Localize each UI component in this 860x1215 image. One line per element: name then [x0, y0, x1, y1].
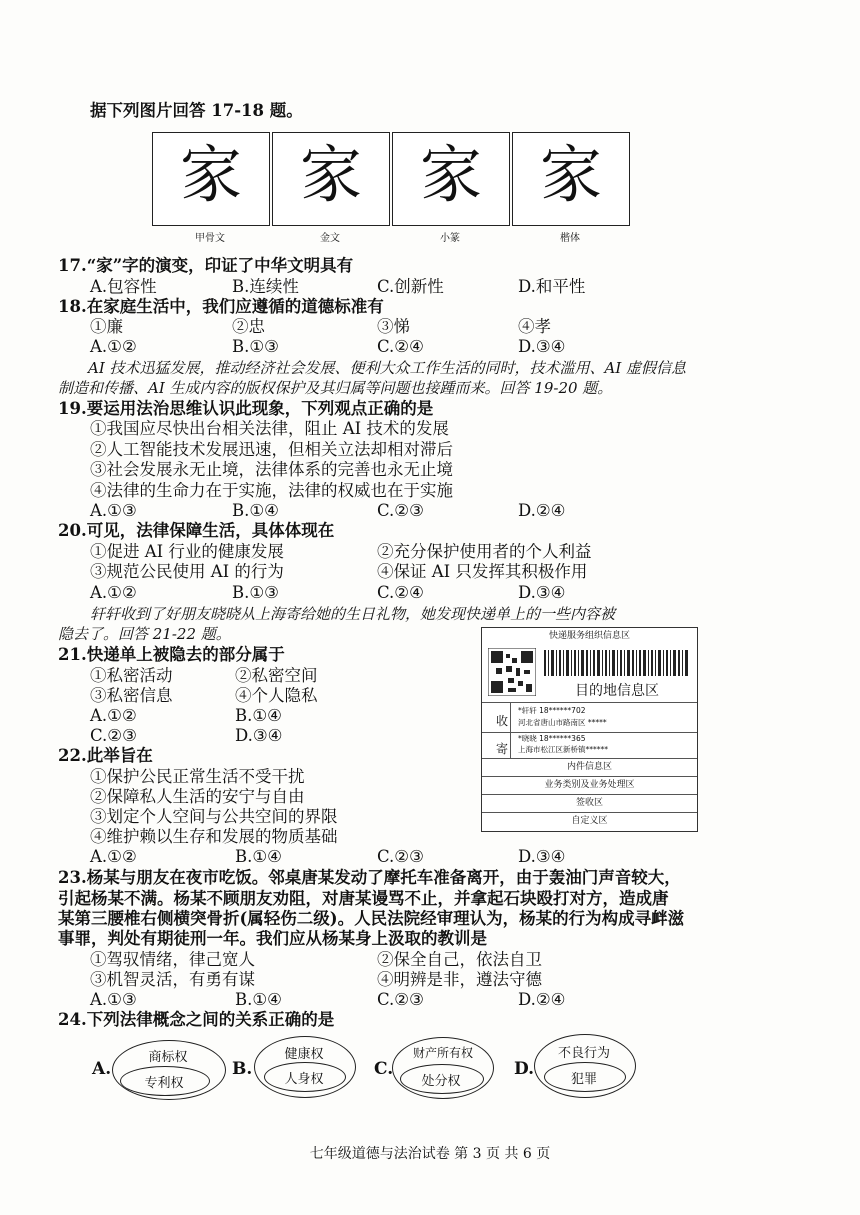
q17-option-a: A.包容性 [90, 277, 157, 296]
q17-stem: 17.“家”字的演变，印证了中华文明具有 [58, 256, 354, 275]
waybill-send-label: 寄 [496, 742, 509, 756]
ai-intro-line2: 制造和传播、AI 生成内容的版权保护及其归属等问题也接踵而来。回答 19-20 题。 [58, 379, 613, 397]
q19-option-b: B.①④ [232, 501, 279, 520]
q23-line3: 某第三腰椎右侧横突骨折(属轻伤二级)。人民法院经审理认为，杨某的行为构成寻衅滋 [58, 909, 685, 928]
q19-option-a: A.①③ [90, 501, 137, 520]
glyph-char: 家 [419, 138, 482, 211]
q20-item-1: ①促进 AI 行业的健康发展 [90, 542, 284, 561]
q23-option-c: C.②③ [377, 990, 424, 1009]
q17-option-b: B.连续性 [232, 277, 299, 296]
q19-item-3: ③社会发展永无止境，法律体系的完善也永无止境 [90, 460, 453, 479]
q22-item-3: ③划定个人空间与公共空间的界限 [90, 807, 338, 826]
q23-line2: 引起杨某不满。杨某不顾朋友劝阻，对唐某谩骂不止，并拿起石块殴打对方，造成唐 [58, 889, 669, 908]
ai-intro-line1: AI 技术迅猛发展，推动经济社会发展、便利大众工作生活的同时，技术滥用、AI 虚假信息 [88, 359, 687, 377]
waybill-dest: 目的地信息区 [575, 683, 659, 699]
q19-option-d: D.②④ [518, 501, 566, 520]
waybill-row: 自定义区 [482, 812, 697, 829]
q22-item-1: ①保护公民正常生活不受干扰 [90, 767, 305, 786]
glyph-box-regular [512, 132, 630, 226]
q21-option-b: B.①④ [235, 706, 282, 725]
q24-c-outer-label: 财产所有权 [412, 1046, 473, 1060]
q22-option-b: B.①④ [235, 847, 282, 866]
q22-stem: 22.此举旨在 [58, 746, 153, 765]
page-footer: 七年级道德与法治试卷 第 3 页 共 6 页 [309, 1146, 551, 1162]
q21-item-4: ④个人隐私 [235, 686, 318, 705]
q22-item-2: ②保障私人生活的安宁与自由 [90, 787, 305, 806]
q21-item-1: ①私密活动 [90, 666, 173, 685]
story-line2: 隐去了。回答 21-22 题。 [58, 625, 231, 643]
waybill-row: 内件信息区 [482, 758, 697, 775]
q20-option-c: C.②④ [377, 583, 424, 602]
q23-option-d: D.②④ [518, 990, 566, 1009]
waybill-row: 签收区 [482, 794, 697, 811]
intro-17-18: 据下列图片回答 17-18 题。 [90, 101, 303, 120]
glyph-label: 楷体 [560, 233, 580, 244]
q18-option-b: B.①③ [232, 337, 279, 356]
q20-item-3: ③规范公民使用 AI 的行为 [90, 562, 284, 581]
q24-option-letter: C. [374, 1059, 394, 1079]
q22-option-a: A.①② [90, 847, 137, 866]
q18-option-c: C.②④ [377, 337, 424, 356]
q24-option-letter: D. [514, 1059, 535, 1079]
q18-item-3: ③悌 [377, 317, 410, 336]
q23-item-2: ②保全自己，依法自卫 [377, 950, 542, 969]
q19-item-4: ④法律的生命力在于实施，法律的权威也在于实施 [90, 481, 453, 500]
q21-item-2: ②私密空间 [235, 666, 318, 685]
q23-line1: 23.杨某与朋友在夜市吃饭。邻桌唐某发动了摩托车准备离开，由于轰油门声音较大， [58, 868, 681, 887]
q19-option-c: C.②③ [377, 501, 424, 520]
q24-a-outer-label: 商标权 [148, 1050, 188, 1065]
q18-item-2: ②忠 [232, 317, 265, 336]
q22-item-4: ④维护赖以生存和发展的物质基础 [90, 827, 338, 846]
q21-item-3: ③私密信息 [90, 686, 173, 705]
q22-option-d: D.③④ [518, 847, 566, 866]
barcode-icon [544, 650, 690, 676]
glyph-char: 家 [179, 138, 242, 211]
q21-option-a: A.①② [90, 706, 137, 725]
q21-option-c: C.②③ [90, 726, 137, 745]
qr-code-icon [488, 648, 536, 696]
q23-item-1: ①驾驭情绪，律己宽人 [90, 950, 255, 969]
q18-option-a: A.①② [90, 337, 137, 356]
q23-line4: 事罪，判处有期徒刑一年。我们应从杨某身上汲取的教训是 [58, 929, 487, 948]
q23-item-3: ③机智灵活，有勇有谋 [90, 970, 255, 989]
q19-item-1: ①我国应尽快出台相关法律，阻止 AI 技术的发展 [90, 419, 449, 438]
q22-option-c: C.②③ [377, 847, 424, 866]
q20-item-4: ④保证 AI 只发挥其积极作用 [377, 562, 588, 581]
waybill-recv-label: 收 [496, 714, 509, 728]
q18-option-d: D.③④ [518, 337, 566, 356]
glyph-label: 小篆 [440, 233, 460, 244]
waybill-recv-line2: 河北省唐山市路南区 ***** [518, 718, 607, 727]
q24-b-outer-label: 健康权 [284, 1047, 324, 1062]
q24-c-inner-label: 处分权 [421, 1074, 461, 1089]
q23-option-b: B.①④ [235, 990, 282, 1009]
q20-stem: 20.可见，法律保障生活，具体体现在 [58, 521, 335, 540]
q24-a-inner-label: 专利权 [144, 1076, 184, 1091]
q19-stem: 19.要运用法治思维认识此现象，下列观点正确的是 [58, 399, 434, 418]
q24-stem: 24.下列法律概念之间的关系正确的是 [58, 1010, 335, 1029]
q23-option-a: A.①③ [90, 990, 137, 1009]
q20-option-d: D.③④ [518, 583, 566, 602]
q24-b-inner-label: 人身权 [284, 1072, 324, 1087]
q18-item-1: ①廉 [90, 317, 123, 336]
q21-stem: 21.快递单上被隐去的部分属于 [58, 645, 285, 664]
glyph-label: 金文 [320, 233, 340, 244]
q23-item-4: ④明辨是非，遵法守德 [377, 970, 542, 989]
glyph-char: 家 [539, 138, 602, 211]
waybill-send-line2: 上海市松江区新桥镇****** [518, 745, 608, 754]
waybill-send-line1: *晓晓 18******365 [518, 734, 586, 743]
glyph-box-seal [392, 132, 510, 226]
waybill-header: 快递服务组织信息区 [548, 631, 630, 641]
q24-d-outer-label: 不良行为 [557, 1046, 610, 1061]
story-line1: 轩轩收到了好朋友晓晓从上海寄给她的生日礼物，她发现快递单上的一些内容被 [90, 605, 616, 623]
glyph-box-bronze [272, 132, 390, 226]
q20-option-b: B.①③ [232, 583, 279, 602]
q20-item-2: ②充分保护使用者的个人利益 [377, 542, 592, 561]
q17-option-c: C.创新性 [377, 277, 444, 296]
q19-item-2: ②人工智能技术发展迅速，但相关立法却相对滞后 [90, 440, 453, 459]
waybill-row: 业务类别及业务处理区 [482, 776, 697, 793]
waybill-recv-line1: *轩轩 18******702 [518, 706, 586, 715]
q18-stem: 18.在家庭生活中，我们应遵循的道德标准有 [58, 297, 384, 316]
q24-option-letter: B. [232, 1059, 253, 1079]
q17-option-d: D.和平性 [518, 277, 586, 296]
glyph-label: 甲骨文 [195, 233, 225, 244]
q20-option-a: A.①② [90, 583, 137, 602]
express-waybill [481, 627, 698, 832]
glyph-box-oracle [152, 132, 270, 226]
q24-d-inner-label: 犯罪 [570, 1072, 597, 1087]
q18-item-4: ④孝 [518, 317, 551, 336]
q21-option-d: D.③④ [235, 726, 283, 745]
q24-option-letter: A. [92, 1059, 112, 1079]
glyph-char: 家 [299, 138, 362, 211]
